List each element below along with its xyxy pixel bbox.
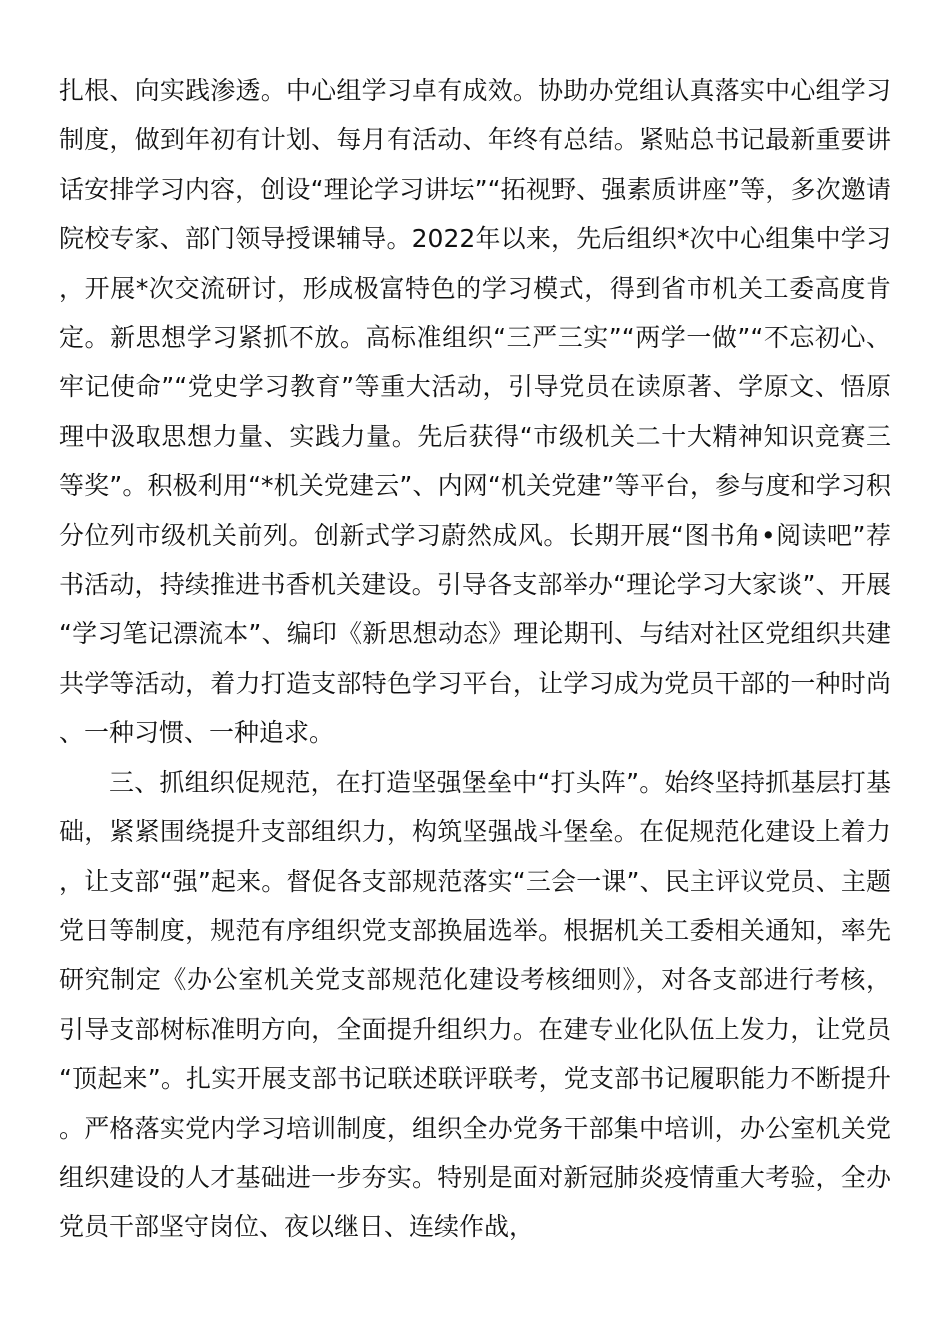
paragraph-section-three: 三、抓组织促规范，在打造坚强堡垒中“打头阵”。始终坚持抓基层打基础，紧紧围绕提升支部组织力，构筑坚强战斗堡垒。在促规范化建设上着力，让支部“强”起来。督促各支部规范落实“三会一课”、民主评议党员、主题党日等制度，规范有序组织党支部换届选举。根据机关工委相关通知，率先研究制定《办公室机关党支部规范化建设考核细则》，对各支部进行考核，引导支部树标准明方向，全面提升组织力。在建专业化队伍上发力，让党员“顶起来”。扎实开展支部书记联述联评联考，党支部书记履职能力不断提升。严格落实党内学习培训制度，组织全办党务干部集中培训，办公室机关党组织建设的人才基础进一步夯实。特别是面对新冠肺炎疫情重大考验，全办党员干部坚守岗位、夜以继日、连续作战， bbox=[59, 767, 891, 1242]
document-body bbox=[59, 66, 891, 1252]
paragraph-continued: 扎根、向实践渗透。中心组学习卓有成效。协助办党组认真落实中心组学习制度，做到年初有计划、每月有活动、年终有总结。紧贴总书记最新重要讲话安排学习内容，创设“理论学习讲坛”“拓视野、强素质讲座”等，多次邀请院校专家、部门领导授课辅导。2022年以来，先后组织*次中心组集中学习，开展*次交流研讨，形成极富特色的学习模式，得到省市机关工委高度肯定。新思想学习紧抓不放。高标准组织“三严三实”“两学一做”“不忘初心、牢记使命”“党史学习教育”等重大活动，引导党员在读原著、学原文、悟原理中汲取思想力量、实践力量。先后获得“市级机关二十大精神知识竞赛三等奖”。积极利用“*机关党建云”、内网“机关党建”等平台，参与度和学习积分位列市级机关前列。创新式学习蔚然成风。长期开展“图书角•阅读吧”荐书活动，持续推进书香机关建设。引导各支部举办“理论学习大家谈”、开展“学习笔记漂流本”、编印《新思想动态》理论期刊、与结对社区党组织共建共学等活动，着力打造支部特色学习平台，让学习成为党员干部的一种时尚、一种习惯、一种追求。 bbox=[59, 76, 891, 748]
